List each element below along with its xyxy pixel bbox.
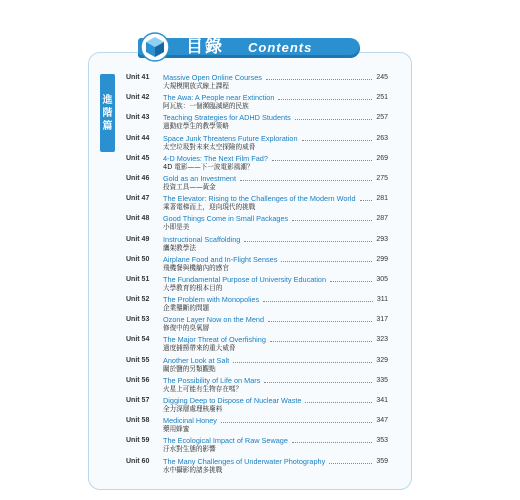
entry-title-zh: 乘著電梯而上，迎向現代的挑戰 <box>163 203 256 212</box>
entry-title-en[interactable]: Airplane Food and In-Flight Senses <box>163 254 278 264</box>
dot-leader <box>305 402 372 403</box>
page-number: 275 <box>376 174 388 182</box>
entry-title-en[interactable]: The Ecological Impact of Raw Sewage <box>163 436 288 446</box>
toc-row[interactable] <box>126 174 402 194</box>
unit-label: Unit 55 <box>126 356 150 364</box>
unit-label: Unit 56 <box>126 376 150 384</box>
toc-row[interactable] <box>126 457 402 477</box>
toc-row[interactable] <box>126 396 402 416</box>
page-number: 323 <box>376 336 388 344</box>
toc-row[interactable] <box>126 376 402 396</box>
section-tab-char: 階 <box>102 107 113 119</box>
dot-leader <box>295 119 372 120</box>
entry-title-en[interactable]: Teaching Strategies for ADHD Students <box>163 113 291 123</box>
entry-title-en[interactable]: The Major Threat of Overfishing <box>163 335 266 345</box>
toc-row[interactable] <box>126 255 402 275</box>
entry-title-en[interactable]: Medicinal Honey <box>163 416 217 426</box>
entry-title-zh: 過動症學生的教學策略 <box>163 122 229 131</box>
entry-title-en[interactable]: The Possibility of Life on Mars <box>163 375 261 385</box>
page-number: 347 <box>376 417 388 425</box>
entry-title-zh: 企業壟斷的問題 <box>163 304 210 313</box>
toc-row[interactable] <box>126 335 402 355</box>
entry-title-zh: 阿瓦族：一個瀕臨滅絕的民族 <box>163 102 249 111</box>
dot-leader <box>264 382 372 383</box>
toc-row[interactable] <box>126 356 402 376</box>
unit-label: Unit 43 <box>126 114 150 122</box>
unit-label: Unit 45 <box>126 154 150 162</box>
unit-label: Unit 47 <box>126 195 150 203</box>
entry-title-zh: 汙水對生態的影響 <box>163 445 216 454</box>
entry-title-zh: 飛機餐與機艙內的感官 <box>163 263 229 272</box>
page-number: 317 <box>376 316 388 324</box>
page-number: 257 <box>376 114 388 122</box>
toc-row[interactable] <box>126 113 402 133</box>
entry-title-zh: 大學教育的根本目的 <box>163 283 223 292</box>
dot-leader <box>244 241 372 242</box>
page-number: 245 <box>376 74 388 81</box>
entry-title-zh: 水中攝影的諸多挑戰 <box>163 465 223 474</box>
page-number: 335 <box>376 376 388 384</box>
section-tab-char: 進 <box>102 94 113 106</box>
entry-title-en[interactable]: Instructional Scaffolding <box>163 234 241 244</box>
toc-row[interactable] <box>126 275 402 295</box>
page-number: 305 <box>376 275 388 283</box>
page-number: 311 <box>376 296 388 304</box>
dot-leader <box>221 422 372 423</box>
toc-row[interactable] <box>126 134 402 154</box>
dot-leader <box>330 281 372 282</box>
page-number: 359 <box>376 457 388 465</box>
toc-row[interactable] <box>126 214 402 234</box>
unit-label: Unit 57 <box>126 397 150 404</box>
entry-title-zh: 投資工具——黃金 <box>163 182 216 191</box>
toc-row[interactable] <box>126 154 402 174</box>
entry-title-en[interactable]: 4-D Movies: The Next Film Fad? <box>163 153 268 163</box>
section-tab <box>100 74 115 152</box>
dot-leader <box>360 200 372 201</box>
table-of-contents <box>126 73 402 477</box>
page-number: 299 <box>376 255 388 263</box>
toc-row[interactable] <box>126 295 402 315</box>
unit-label: Unit 46 <box>126 174 150 182</box>
dot-leader <box>292 442 372 443</box>
cube-icon <box>140 32 170 62</box>
dot-leader <box>278 99 372 100</box>
toc-row[interactable] <box>126 73 402 93</box>
page-number: 287 <box>376 215 388 223</box>
unit-label: Unit 51 <box>126 275 150 283</box>
unit-label: Unit 53 <box>126 316 150 324</box>
unit-label: Unit 50 <box>126 255 150 263</box>
dot-leader <box>233 362 372 363</box>
entry-title-zh: 修復中的臭氧層 <box>163 324 210 333</box>
page-number: 293 <box>376 235 388 243</box>
toc-row[interactable] <box>126 436 402 456</box>
page-number: 281 <box>376 195 388 203</box>
unit-label: Unit 58 <box>126 417 150 425</box>
entry-title-zh: 4D 電影——下一波電影風潮？ <box>163 162 254 171</box>
unit-label: Unit 54 <box>126 336 150 344</box>
entry-title-en[interactable]: Ozone Layer Now on the Mend <box>163 315 264 325</box>
unit-label: Unit 41 <box>126 74 150 81</box>
page-number: 329 <box>376 356 388 364</box>
entry-title-zh: 鷹架教學法 <box>163 243 196 252</box>
entry-title-en[interactable]: Another Look at Salt <box>163 355 230 365</box>
toc-row[interactable] <box>126 315 402 335</box>
dot-leader <box>240 180 372 181</box>
section-tab-char: 篇 <box>102 120 113 132</box>
dot-leader <box>281 261 372 262</box>
page-title-zh: 目錄 <box>186 37 224 57</box>
dot-leader <box>266 79 372 80</box>
unit-label: Unit 60 <box>126 457 150 465</box>
page-number: 263 <box>376 134 388 142</box>
unit-label: Unit 59 <box>126 437 150 445</box>
entry-title-en[interactable]: Space Junk Threatens Future Exploration <box>163 133 298 143</box>
entry-title-en[interactable]: Massive Open Online Courses <box>163 73 262 82</box>
dot-leader <box>329 463 372 464</box>
entry-title-zh: 藥用蜂蜜 <box>163 425 190 434</box>
entry-title-en[interactable]: The Fundamental Purpose of University Education <box>163 274 327 284</box>
page-number: 341 <box>376 397 388 404</box>
toc-row[interactable] <box>126 194 402 214</box>
entry-title-zh: 關於鹽的另類觀點 <box>163 364 216 373</box>
unit-label: Unit 42 <box>126 94 150 102</box>
entry-title-en[interactable]: Good Things Come in Small Packages <box>163 214 289 224</box>
dot-leader <box>263 301 373 302</box>
entry-title-en[interactable]: The Awa: A People near Extinction <box>163 93 275 103</box>
dot-leader <box>268 321 372 322</box>
page-number: 353 <box>376 437 388 445</box>
entry-title-en[interactable]: Gold as an Investment <box>163 173 237 183</box>
page-number: 251 <box>376 94 388 102</box>
entry-title-zh: 太空垃圾對未來太空探險的威脅 <box>163 142 256 151</box>
entry-title-zh: 全力深層處理核廢料 <box>163 405 223 413</box>
entry-title-zh: 過度捕撈帶來的重大威脅 <box>163 344 236 353</box>
dot-leader <box>272 160 372 161</box>
dot-leader <box>302 140 372 141</box>
unit-label: Unit 49 <box>126 235 150 243</box>
unit-label: Unit 48 <box>126 215 150 223</box>
page-number: 269 <box>376 154 388 162</box>
entry-title-zh: 大規模開放式線上課程 <box>163 82 229 90</box>
entry-title-en[interactable]: The Many Challenges of Underwater Photography <box>163 456 326 466</box>
dot-leader <box>270 341 372 342</box>
page-title-en: Contents <box>248 40 313 55</box>
toc-row[interactable] <box>126 416 402 436</box>
toc-row[interactable] <box>126 93 402 113</box>
unit-label: Unit 52 <box>126 296 150 304</box>
unit-label: Unit 44 <box>126 134 150 142</box>
entry-title-zh: 火星上可能有生物存在嗎？ <box>163 384 243 393</box>
dot-leader <box>292 220 372 221</box>
entry-title-en[interactable]: The Elevator: Rising to the Challenges of the Modern World <box>163 194 356 204</box>
entry-title-en[interactable]: The Problem with Monopolies <box>163 295 260 305</box>
entry-title-zh: 小即是美 <box>163 223 190 232</box>
toc-row[interactable] <box>126 235 402 255</box>
entry-title-en[interactable]: Digging Deep to Dispose of Nuclear Waste <box>163 396 302 405</box>
